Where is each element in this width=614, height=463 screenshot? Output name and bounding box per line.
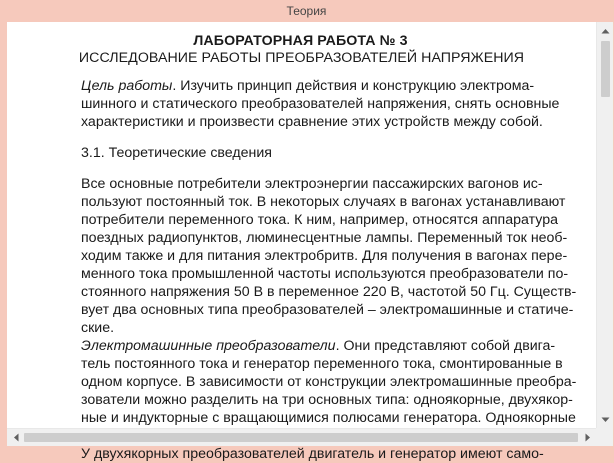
- paragraph-1: [7, 175, 596, 337]
- goal-label: Цель работы: [81, 78, 173, 94]
- para2-line-3: одном корпусе. В зависимости от конструкции электромашинные преобра-: [81, 374, 577, 390]
- vertical-scroll-thumb[interactable]: [601, 41, 610, 97]
- goal-line-1: [59, 77, 535, 95]
- document-viewer[interactable]: [7, 22, 596, 462]
- para2-line-5: ные и индукторные с вращающимися полюсами генератора. Одноякорные: [81, 410, 576, 426]
- para1-line-2: пользуют постоянный ток. В некоторых случаях в вагонах устанавливают: [81, 194, 566, 210]
- scroll-down-arrow-icon[interactable]: [597, 411, 614, 428]
- window-title: Теория: [286, 4, 327, 18]
- para2-line-1-text: . Они представляют собой двига-: [335, 338, 556, 354]
- goal-paragraph: [7, 77, 596, 131]
- para2-line-4: зователи можно разделить на три основных типа: одноякорные, двухякор-: [81, 392, 573, 408]
- client-area: [7, 22, 613, 462]
- vertical-scrollbar[interactable]: [596, 22, 613, 428]
- horizontal-scroll-thumb[interactable]: [24, 433, 578, 442]
- horizontal-scrollbar[interactable]: [7, 428, 596, 446]
- goal-line-2: шинного и статического преобразователей напряжения, снять основные: [81, 96, 560, 112]
- document-subheading: ИССЛЕДОВАНИЕ РАБОТЫ ПРЕОБРАЗОВАТЕЛЕЙ НАПРЯЖЕНИЯ: [78, 50, 525, 66]
- para1-line-5: ходим также и для питания электробритв. Для получения в вагонах пере-: [81, 248, 568, 264]
- para2-line-1: [59, 337, 556, 355]
- scroll-right-arrow-icon[interactable]: [579, 429, 596, 446]
- para1-line-7: стоянного напряжения 50 В в переменное 220 В, частотой 50 Гц. Существ-: [81, 284, 577, 300]
- para1-line-3: потребители переменного тока. К ним, например, относятся аппаратура: [81, 212, 558, 228]
- para1-line-1: Все основные потребители электроэнергии пассажирских вагонов ис-: [81, 176, 543, 192]
- paragraph-3: [7, 445, 596, 463]
- scroll-up-arrow-icon[interactable]: [597, 22, 614, 39]
- para2-label: Электромашинные преобразователи: [81, 338, 336, 354]
- section-title: 3.1. Теоретические сведения: [81, 145, 272, 161]
- scrollbar-corner: [596, 428, 613, 446]
- para1-line-9: ские.: [81, 320, 115, 336]
- document-heading: ЛАБОРАТОРНАЯ РАБОТА № 3: [193, 33, 408, 49]
- para3-line-1: У двухякорных преобразователей двигатель и генератор имеют само-: [81, 446, 544, 462]
- para2-line-2: тель постоянного тока и генератор переменного тока, смонтированные в: [81, 356, 563, 372]
- goal-line-1-text: . Изучить принцип действия и конструкцию электрома-: [172, 78, 535, 94]
- goal-line-3: характеристики и произвести сравнение этих устройств между собой.: [81, 114, 543, 130]
- para1-line-4: поездных радиопунктов, люминесцентные лампы. Переменный ток необ-: [81, 230, 568, 246]
- para1-line-8: вует два основных типа преобразователей – электромашинные и статиче-: [81, 302, 574, 318]
- para1-line-6: менного тока промышленной частоты используются преобразователи по-: [81, 266, 569, 282]
- scroll-left-arrow-icon[interactable]: [7, 429, 24, 446]
